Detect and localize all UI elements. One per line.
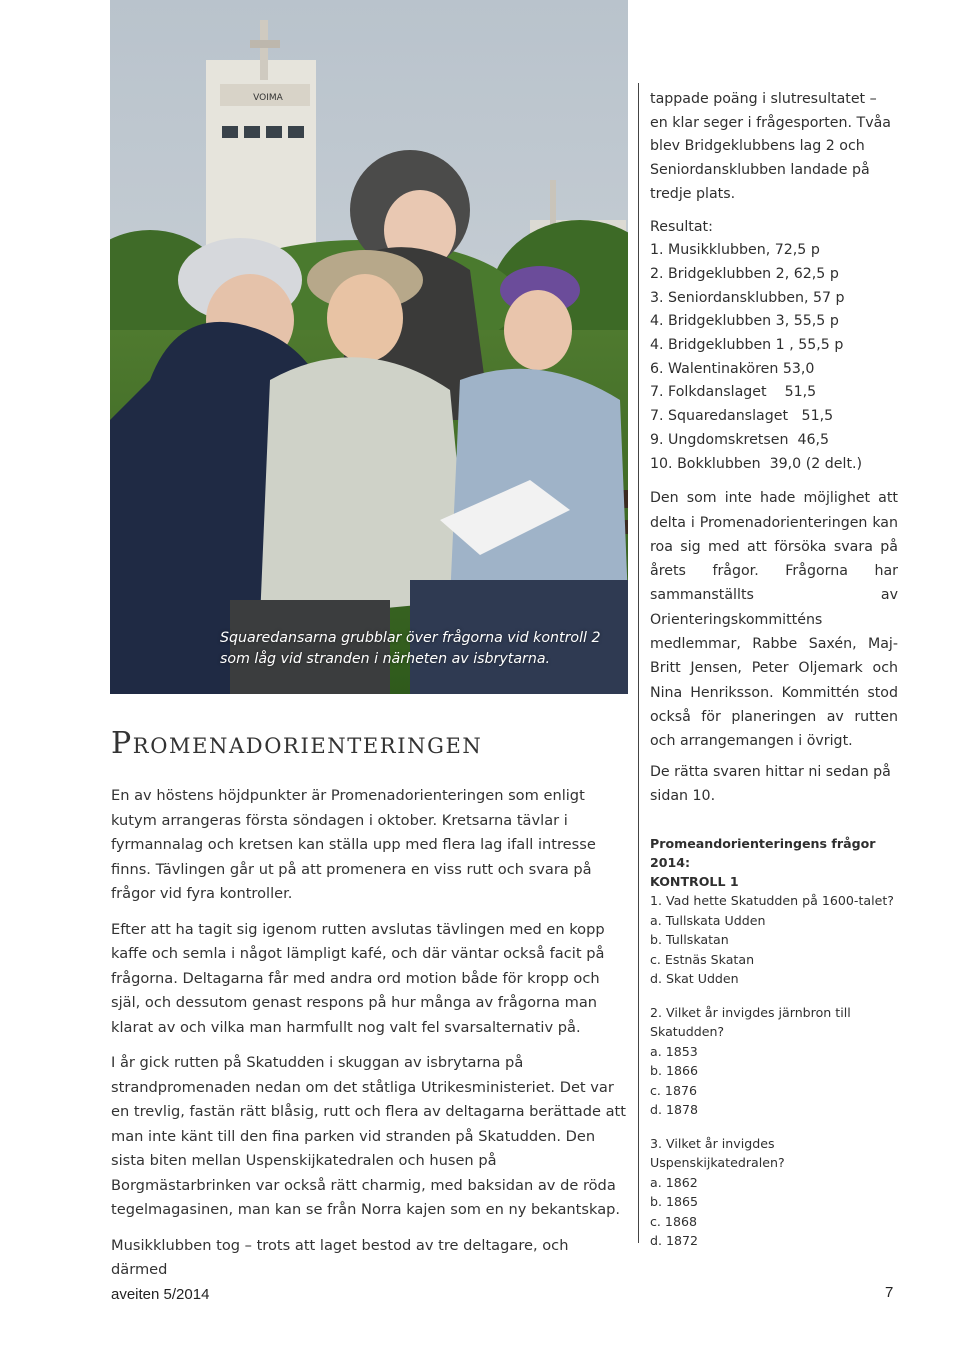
result-item: 9. Ungdomskretsen 46,5 — [650, 431, 830, 448]
question-text: 3. Vilket år invigdes Uspenskijkatedralen? — [650, 1135, 785, 1171]
invite-text: Den som inte hade möjlighet att delta i Promenadorienteringen kan roa sig med att försöka svara på årets frågor. Frågorna har sammanställts av Orienteringskommitténs medlemmar, Rabbe Saxén, Maj-Britt Jensen, Peter Oljemark och Nina Henriksson. Kommittén stod också för planeringen av rutten och arrangemangen i övrigt. — [650, 490, 898, 750]
result-item: 7. Folkdanslaget 51,5 — [650, 384, 817, 401]
answer-option: d. 1872 — [650, 1233, 699, 1249]
result-item: 10. Bokklubben 39,0 (2 delt.) — [650, 455, 863, 472]
quiz-question-3 — [650, 1134, 898, 1251]
continuation-text: tappade poäng i slutresultatet – en klar seger i frågesporten. Tvåa blev Bridgeklubbens lag 2 och Seniordansklubben landade på tredje plats. — [650, 91, 891, 202]
result-item: 4. Bridgeklubben 3, 55,5 p — [650, 313, 839, 330]
quiz-questions — [650, 891, 898, 1251]
footer-page-number: 7 — [885, 1284, 894, 1301]
answer-option: c. Estnäs Skatan — [650, 951, 755, 967]
question-text: 2. Vilket år invigdes järnbron till Skatudden? — [650, 1004, 851, 1040]
quiz-subtitle: KONTROLL 1 — [650, 874, 739, 890]
answer-option: d. Skat Udden — [650, 971, 739, 987]
result-item: 7. Squaredanslaget 51,5 — [650, 408, 834, 425]
result-item: 2. Bridgeklubben 2, 62,5 p — [650, 265, 839, 282]
column-divider — [638, 83, 639, 1243]
result-item: 1. Musikklubben, 72,5 p — [650, 242, 820, 259]
paragraph-2: Efter att ha tagit sig igenom rutten avslutas tävlingen med en kopp kaffe och semla i något lämpligt kafé, och där väntar också facit på frågorna. Deltagarna får med andra ord motion både för kropp och själ, och dessutom genast respons på hur många av frågorna man klarat av och vilka man harmfullt nog valt fel svarsalternativ på. — [111, 920, 605, 1036]
answer-option: d. 1878 — [650, 1102, 699, 1118]
article-body — [111, 784, 629, 1294]
ship-name: VOIMA — [253, 93, 283, 103]
photo-illustration — [110, 0, 628, 694]
answer-option: a. Tullskata Udden — [650, 912, 766, 928]
result-item: 4. Bridgeklubben 1 , 55,5 p — [650, 337, 844, 354]
photo-caption — [220, 628, 620, 670]
quiz-title-text: Promeandorienteringens frågor 2014: — [650, 836, 876, 871]
paragraph-4: Musikklubben tog – trots att laget bestod av tre deltagare, och därmed — [111, 1236, 569, 1278]
answer-option: b. Tullskatan — [650, 932, 729, 948]
answer-option: c. 1868 — [650, 1213, 697, 1229]
question-text: 1. Vad hette Skatudden på 1600-talet? — [650, 893, 894, 909]
results-title: Resultat: — [650, 218, 713, 235]
article-photo — [110, 0, 628, 694]
results-list — [650, 216, 898, 477]
paragraph-1: En av höstens höjdpunkter är Promenadorienteringen som enligt kutym arrangeras första söndagen i oktober. Kretsarna tävlar i fyrmannalag och kretsen kan ställa upp med flera lag ifall intresse finns. Tävlingen går ut på att promenera en viss rutt och svara på frågor vid fyra kontroller. — [111, 787, 596, 902]
footer-publication: aveiten 5/2014 — [111, 1286, 210, 1303]
answer-option: b. 1866 — [650, 1063, 699, 1079]
quiz-title — [650, 834, 898, 891]
caption-line-1: Squaredansarna grubblar över frågorna vid kontroll 2 — [220, 630, 601, 646]
result-item: 6. Walentinakören 53,0 — [650, 360, 815, 377]
answers-note: De rätta svaren hittar ni sedan på sidan 10. — [650, 763, 891, 804]
answer-option: c. 1876 — [650, 1082, 697, 1098]
result-item: 3. Seniordansklubben, 57 p — [650, 289, 845, 306]
caption-line-2: som låg vid stranden i närheten av isbrytarna. — [220, 651, 551, 667]
right-column — [650, 88, 898, 1251]
paragraph-3: I år gick rutten på Skatudden i skuggan av isbrytarna på strandpromenaden nedan om det ståtliga Utrikesministeriet. Det var en trevlig, fastän rätt blåsig, rutt och flera av deltagarna berättade att man inte känt till den fina parken vid stranden på Skatudden. Den sista biten mellan Uspenskijkatedralen och husen på Borgmästarbrinken var också rätt charmig, med baksidan av de röda tegelmagasinen, man kan se från Norra kajen som en ny bekantskap. — [111, 1054, 626, 1218]
quiz-question-2 — [650, 1003, 898, 1120]
answer-option: b. 1865 — [650, 1194, 699, 1210]
quiz-question-1 — [650, 891, 898, 989]
article-heading: Promenadorienteringen — [111, 726, 483, 761]
answer-option: a. 1853 — [650, 1043, 698, 1059]
answer-option: a. 1862 — [650, 1174, 698, 1190]
